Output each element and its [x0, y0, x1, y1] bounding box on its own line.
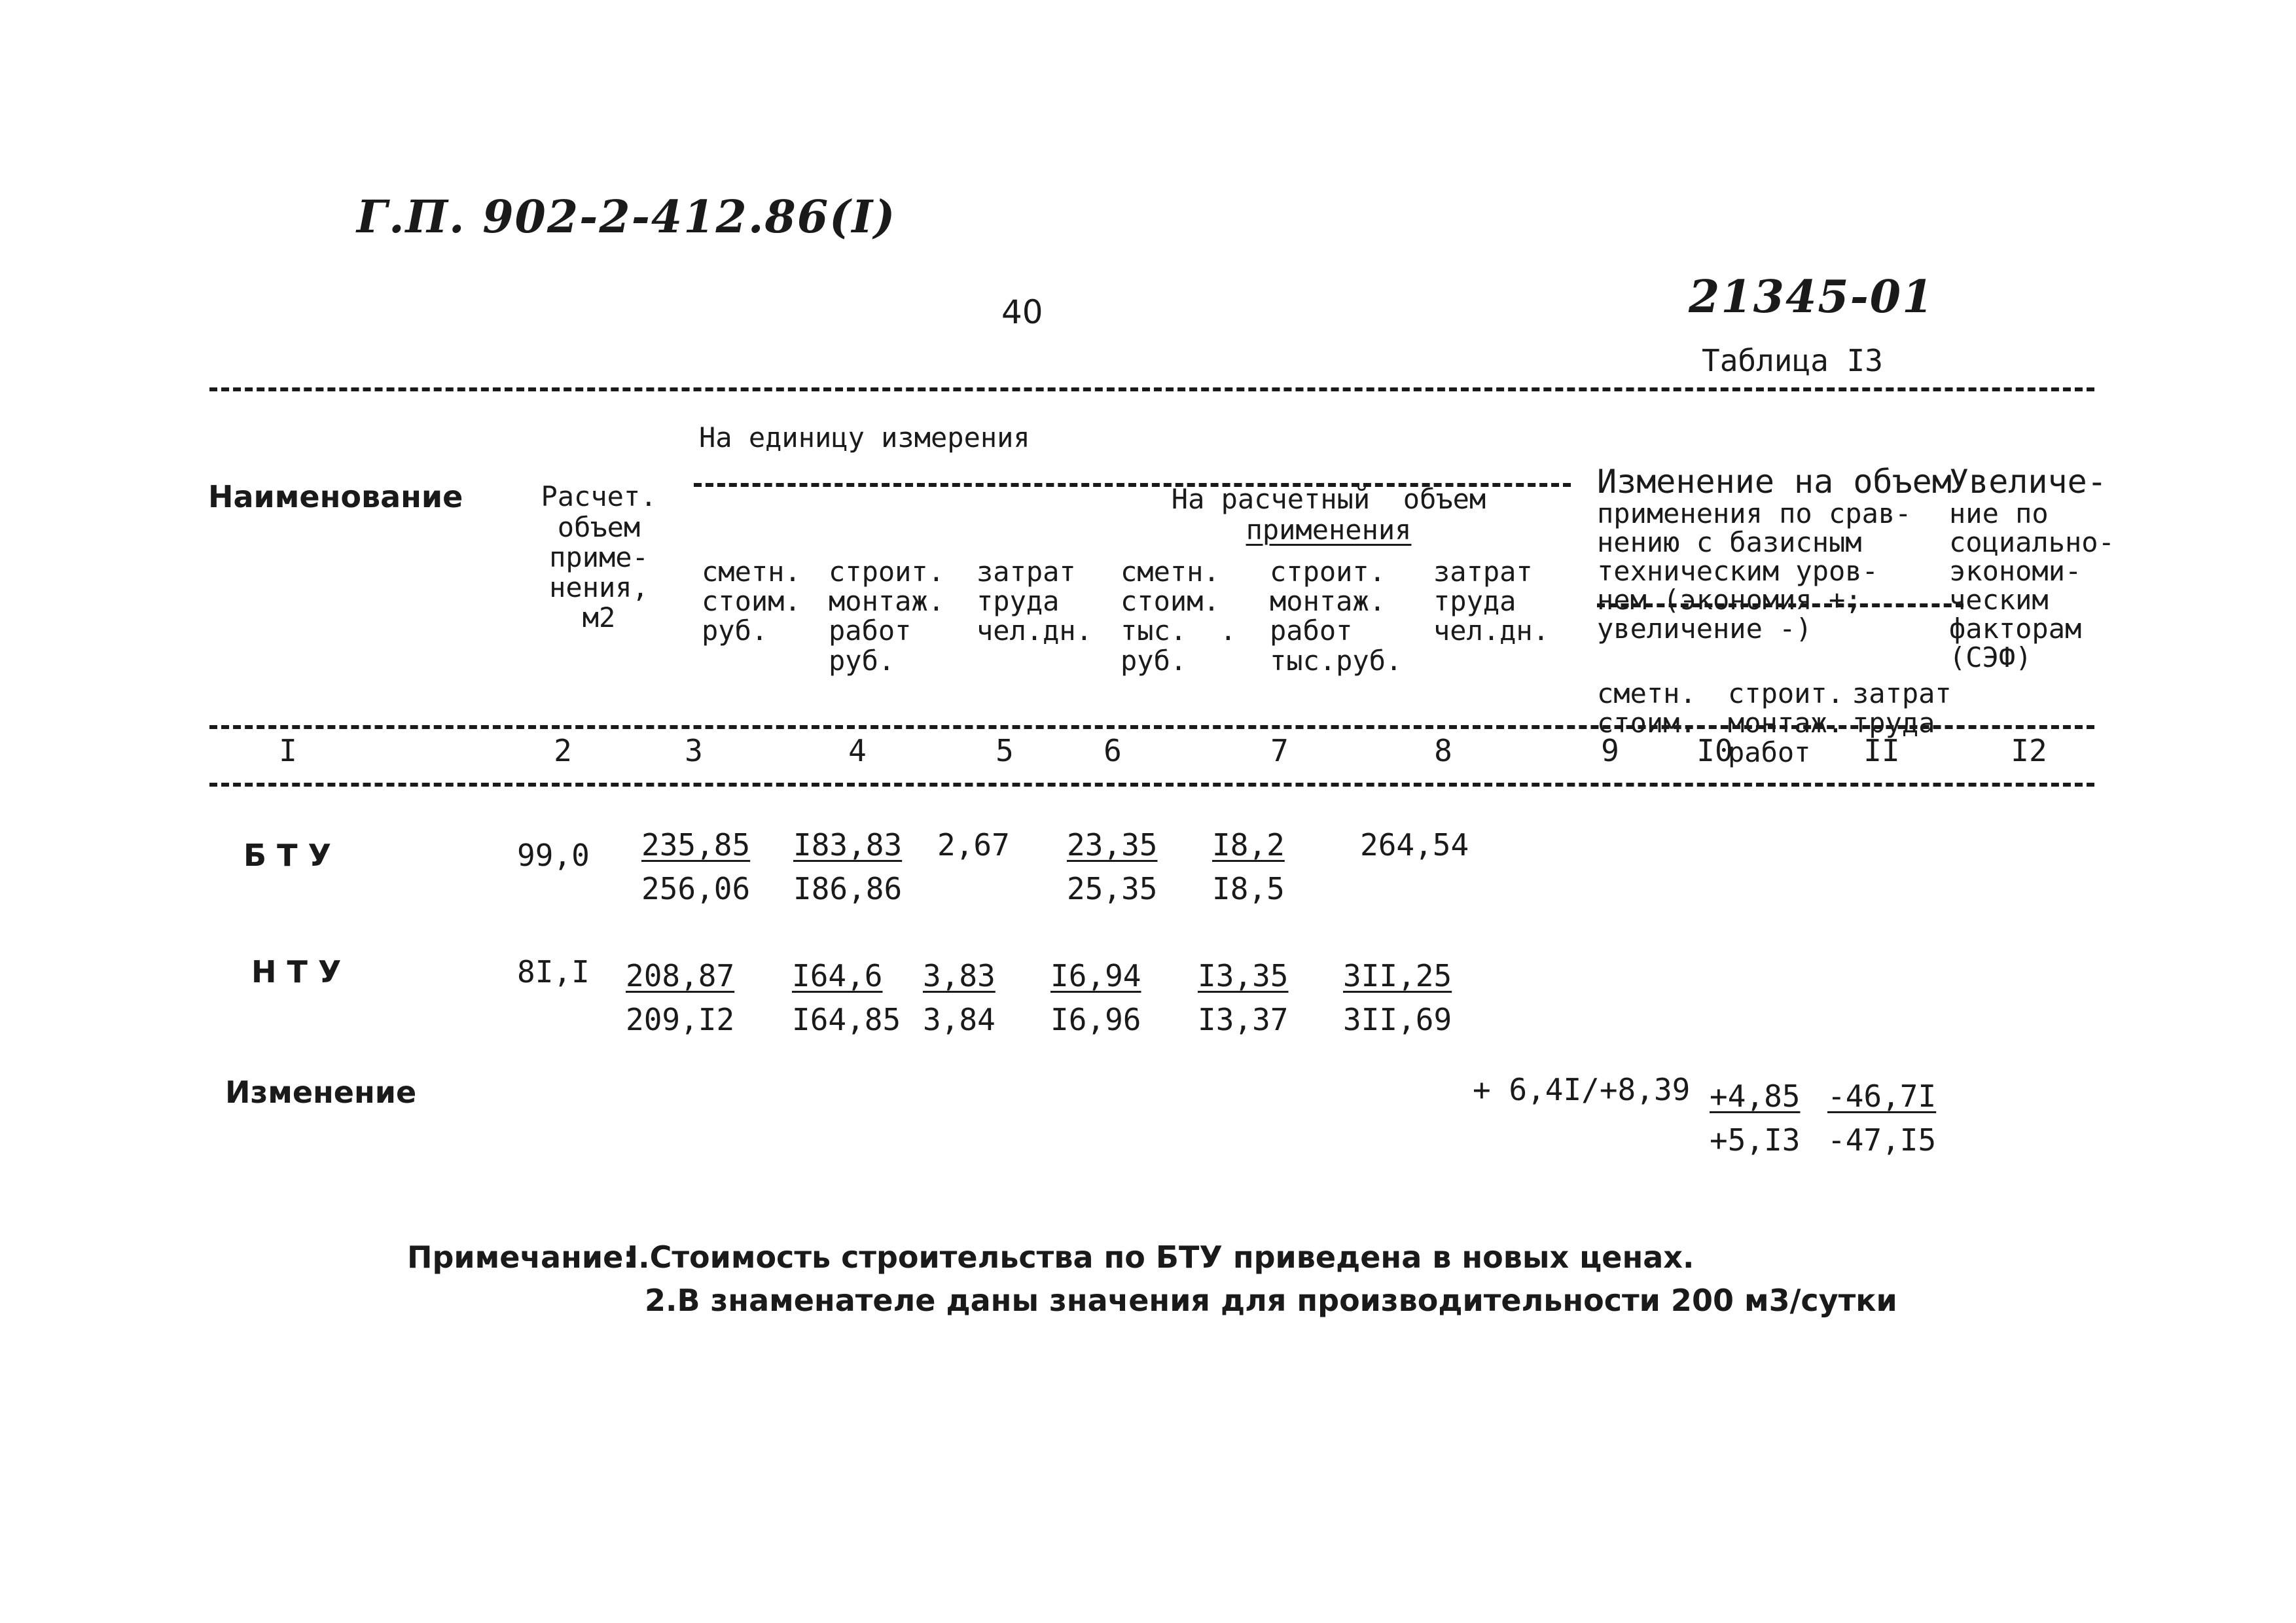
row-volume: 99,0: [517, 838, 590, 873]
column-number: 4: [848, 733, 867, 768]
header-col7: строит. монтаж. работ тыс.руб.: [1270, 555, 1403, 677]
header-col4: строит. монтаж. работ руб.: [829, 555, 945, 677]
header-name: Наименование: [208, 479, 463, 514]
row-col4: I83,83 I86,86: [793, 827, 903, 906]
row-col6: 23,35 25,35: [1067, 827, 1158, 906]
header-col2: Расчет. объем приме- нения, м2: [541, 480, 657, 634]
change-col10: +4,85 +5,I3: [1710, 1079, 1801, 1158]
header-group-change: Изменение на объем применения по срав- нению с базисным техническим уров- нем (экономия +; увеличение -): [1597, 463, 1952, 645]
notes-label: Примечание:: [407, 1240, 636, 1275]
note-item: 2.В знаменателе даны значения для производительности 200 м3/сутки: [645, 1283, 1897, 1318]
row-col3: 208,87 209,I2: [626, 958, 735, 1037]
column-number: I: [279, 733, 297, 768]
page-number: 40: [1001, 293, 1043, 331]
column-number: I0: [1696, 733, 1733, 768]
header-col11: затрат труда: [1852, 677, 1952, 740]
row-col7: I8,2 I8,5: [1212, 827, 1285, 906]
header-group-unit: На единицу измерения: [699, 421, 1030, 454]
row-name: Б Т У: [243, 838, 331, 873]
row-volume: 8I,I: [517, 954, 590, 990]
row-col5: 2,67: [937, 827, 1010, 863]
column-number: 6: [1103, 733, 1122, 768]
row-col7: I3,35 I3,37: [1198, 958, 1289, 1037]
handwritten-stamp: Г.П. 902-2-412.86(I): [357, 191, 897, 243]
header-group-volume: На расчетный объем применения: [1171, 483, 1486, 546]
note-item: I.Стоимость строительства по БТУ приведена в новых ценах.: [627, 1240, 1695, 1275]
row-col8: 264,54: [1360, 827, 1469, 863]
change-label: Изменение: [225, 1075, 417, 1110]
row-name: Н Т У: [251, 954, 342, 990]
column-number: 8: [1434, 733, 1452, 768]
column-number: 5: [996, 733, 1014, 768]
header-col8: затрат труда чел.дн.: [1433, 555, 1550, 647]
column-number: I2: [2011, 733, 2047, 768]
change-col11: -46,7I -47,I5: [1827, 1079, 1937, 1158]
document-code: 21345-01: [1689, 271, 1935, 323]
column-number: 9: [1601, 733, 1619, 768]
row-col4: I64,6 I64,85: [792, 958, 901, 1037]
row-col6: I6,94 I6,96: [1050, 958, 1141, 1037]
row-col3: 235,85 256,06: [641, 827, 751, 906]
header-col9: сметн. стоим.: [1597, 677, 1696, 740]
row-col8: 3II,25 3II,69: [1343, 958, 1452, 1037]
column-number: 7: [1270, 733, 1289, 768]
row-col5: 3,83 3,84: [923, 958, 996, 1037]
table-label: Таблица I3: [1702, 343, 1883, 378]
header-col3: сметн. стоим. руб.: [702, 555, 801, 647]
header-col10: строит. монтаж. работ: [1728, 677, 1844, 769]
header-col12: Увеличе- ние по социально- экономи- ческим факторам (СЭФ): [1949, 463, 2115, 674]
column-number: 3: [685, 733, 703, 768]
column-number: II: [1863, 733, 1900, 768]
header-col6: сметн. стоим. тыс. . руб.: [1121, 555, 1237, 677]
header-col5: затрат труда чел.дн.: [977, 555, 1093, 647]
change-col9: + 6,4I/+8,39: [1473, 1072, 1691, 1107]
column-number: 2: [554, 733, 572, 768]
top-rule: [209, 387, 2094, 391]
